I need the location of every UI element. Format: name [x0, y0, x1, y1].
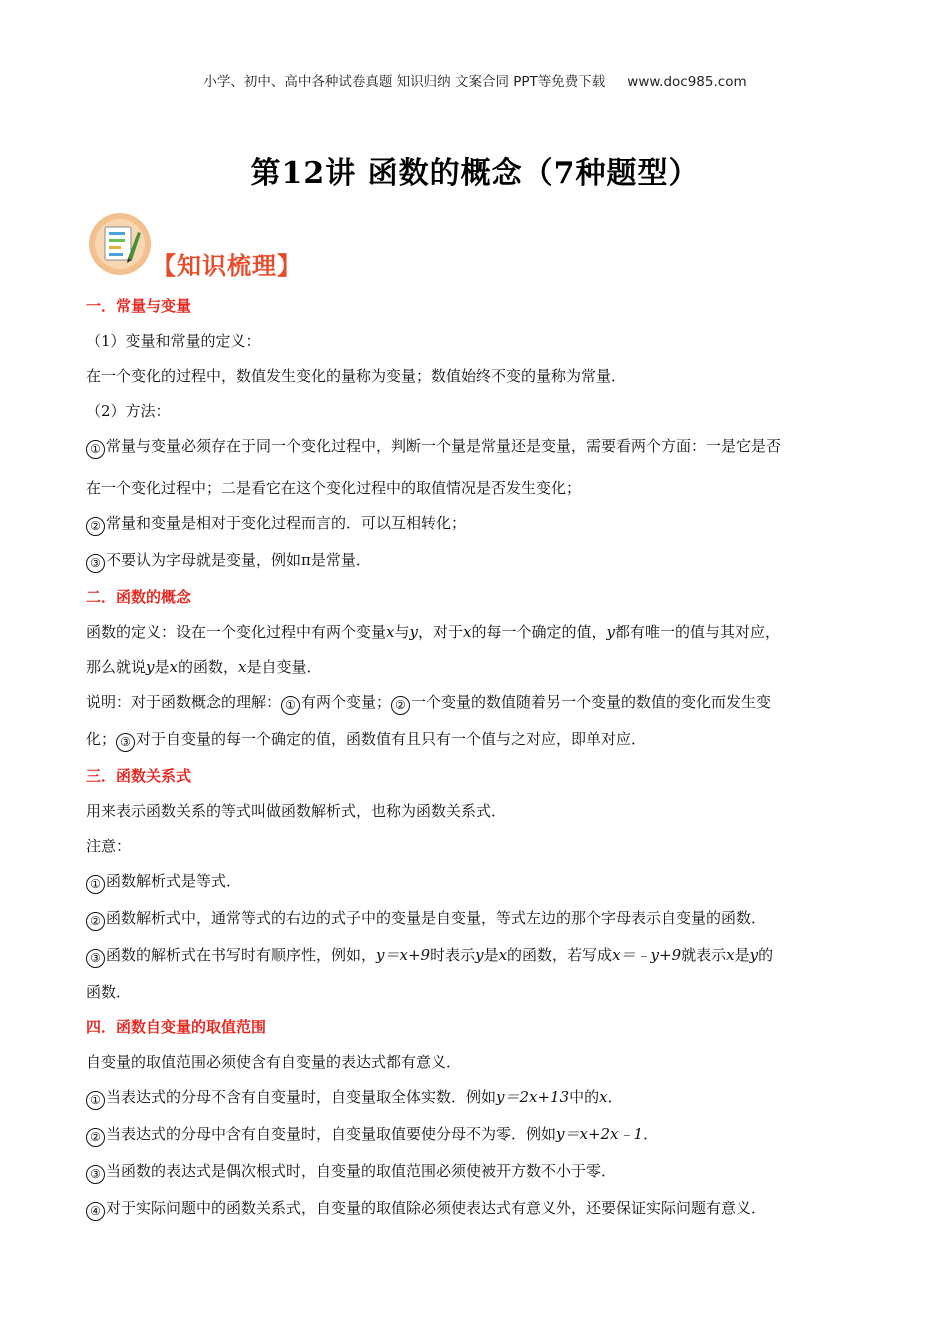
- item-text: 常量与变量必须存在于同一个变化过程中，判断一个量是常量还是变量，需要看两个方面：一是它是否: [106, 437, 782, 455]
- text-run: 当表达式的分母不含有自变量时，自变量取全体实数．例如: [106, 1088, 497, 1106]
- item-text: 常量和变量是相对于变化过程而言的．可以互相转化；: [106, 514, 467, 532]
- paragraph: （1）变量和常量的定义：: [86, 332, 261, 350]
- text-run: 的函数，: [177, 658, 238, 676]
- text-run: 与: [394, 623, 410, 641]
- circled-number: ③: [86, 554, 105, 573]
- paragraph: 在一个变化的过程中，数值发生变化的量称为变量；数值始终不变的量称为常量．: [86, 367, 627, 385]
- text-run: ．: [643, 1125, 659, 1143]
- circled-number: ②: [86, 912, 105, 931]
- math-var: y: [606, 623, 615, 641]
- paragraph: 在一个变化过程中；二是看它在这个变化过程中的取值情况是否发生变化；: [86, 479, 582, 497]
- list-item: [86, 435, 878, 459]
- section-heading: 三．函数关系式: [86, 767, 192, 785]
- text-run: 那么就说: [86, 658, 147, 676]
- item-text: 函数解析式是等式．: [106, 872, 242, 890]
- math-var: x: [726, 946, 735, 964]
- page-header: [0, 70, 950, 90]
- text-run: 一个变量的数值随着另一个变量的数值的变化而发生变: [411, 693, 772, 711]
- text-run: 是: [734, 946, 750, 964]
- paragraph: [86, 691, 878, 715]
- circled-number: ④: [86, 1202, 105, 1221]
- paragraph: （2）方法：: [86, 402, 171, 420]
- text-run: ，对于: [417, 623, 463, 641]
- text-run: 函数的定义：设在一个变化过程中有两个变量: [86, 623, 387, 641]
- lesson-title: 第12讲 函数的概念（7种题型）: [250, 156, 700, 191]
- section-heading: 四．函数自变量的取值范围: [86, 1018, 267, 1036]
- list-item: [86, 512, 878, 536]
- notebook-icon: [88, 212, 152, 276]
- paragraph: 用来表示函数关系的等式叫做函数解析式，也称为函数关系式．: [86, 802, 507, 820]
- math-var: x: [386, 623, 395, 641]
- text-run: 是自变量．: [246, 658, 322, 676]
- item-text: 当函数的表达式是偶次根式时，自变量的取值范围必须使被开方数不小于零．: [106, 1162, 617, 1180]
- content-body: [86, 294, 878, 1221]
- section-heading: 一．常量与变量: [86, 297, 192, 315]
- text-run: 的函数，若写成: [507, 946, 613, 964]
- list-item: [86, 944, 878, 968]
- knowledge-heading: 【知识梳理】: [152, 252, 302, 280]
- math-var: x: [238, 658, 247, 676]
- list-item: [86, 549, 878, 573]
- circled-number: ①: [86, 875, 105, 894]
- math-var: y: [146, 658, 155, 676]
- item-text: 不要认为字母就是变量，例如π是常量．: [106, 551, 371, 569]
- paragraph: [86, 621, 878, 643]
- circled-number: ②: [86, 1128, 105, 1147]
- list-item: [86, 1197, 878, 1221]
- list-item: [86, 907, 878, 931]
- formula: y＝x+2x﹣1: [556, 1125, 644, 1143]
- circled-number: ①: [86, 440, 105, 459]
- text-run: 的: [758, 946, 774, 964]
- text-run: 中的: [569, 1088, 600, 1106]
- formula: y＝2x+13: [496, 1088, 570, 1106]
- list-item: [86, 870, 878, 894]
- header-text: 小学、初中、高中各种试卷真题 知识归纳 文案合同 PPT等免费下载: [203, 74, 606, 90]
- text-run: 都有唯一的值与其对应，: [614, 623, 780, 641]
- item-text: 对于实际问题中的函数关系式，自变量的取值除必须使表达式有意义外，还要保证实际问题有意义．: [106, 1199, 767, 1217]
- text-run: 的每一个确定的值，: [471, 623, 607, 641]
- circled-number: ③: [86, 1165, 105, 1184]
- text-run: ．: [607, 1088, 623, 1106]
- text-run: 当表达式的分母中含有自变量时，自变量取值要使分母不为零．例如: [106, 1125, 557, 1143]
- text-run: 化；: [86, 730, 117, 748]
- formula: y＝x+9: [376, 946, 431, 964]
- text-run: 对于自变量的每一个确定的值，函数值有且只有一个值与之对应，即单对应．: [136, 730, 647, 748]
- list-item: [86, 1086, 878, 1110]
- math-var: x: [498, 946, 508, 964]
- paragraph: 注意：: [86, 837, 132, 855]
- math-var: y: [749, 946, 759, 964]
- circled-number: ③: [86, 949, 105, 968]
- circled-number: ②: [86, 517, 105, 536]
- paragraph: 自变量的取值范围必须使含有自变量的表达式都有意义．: [86, 1053, 462, 1071]
- text-run: 有两个变量；: [301, 693, 392, 711]
- header-site: www.doc985.com: [627, 74, 747, 90]
- item-text: 函数解析式中，通常等式的右边的式子中的变量是自变量，等式左边的那个字母表示自变量的函数．: [106, 909, 767, 927]
- circled-number: ③: [116, 733, 135, 752]
- text-run: 是: [154, 658, 170, 676]
- text-run: 是: [483, 946, 499, 964]
- text-run: 函数的解析式在书写时有顺序性，例如，: [106, 946, 377, 964]
- circled-number: ①: [86, 1091, 105, 1110]
- circled-number: ②: [391, 696, 410, 715]
- math-var: y: [475, 946, 484, 964]
- circled-number: ①: [281, 696, 300, 715]
- list-item: [86, 1160, 878, 1184]
- paragraph: [86, 656, 878, 678]
- math-var: x: [169, 658, 178, 676]
- math-var: x: [599, 1088, 608, 1106]
- math-var: x: [463, 623, 472, 641]
- list-item: [86, 1123, 878, 1147]
- math-var: y: [409, 623, 418, 641]
- text-run: 就表示: [681, 946, 727, 964]
- paragraph: 函数．: [86, 983, 132, 1001]
- text-run: 说明：对于函数概念的理解：: [86, 693, 282, 711]
- paragraph: [86, 728, 878, 752]
- formula: x＝﹣y+9: [612, 946, 682, 964]
- text-run: 时表示: [430, 946, 476, 964]
- section-heading: 二．函数的概念: [86, 588, 192, 606]
